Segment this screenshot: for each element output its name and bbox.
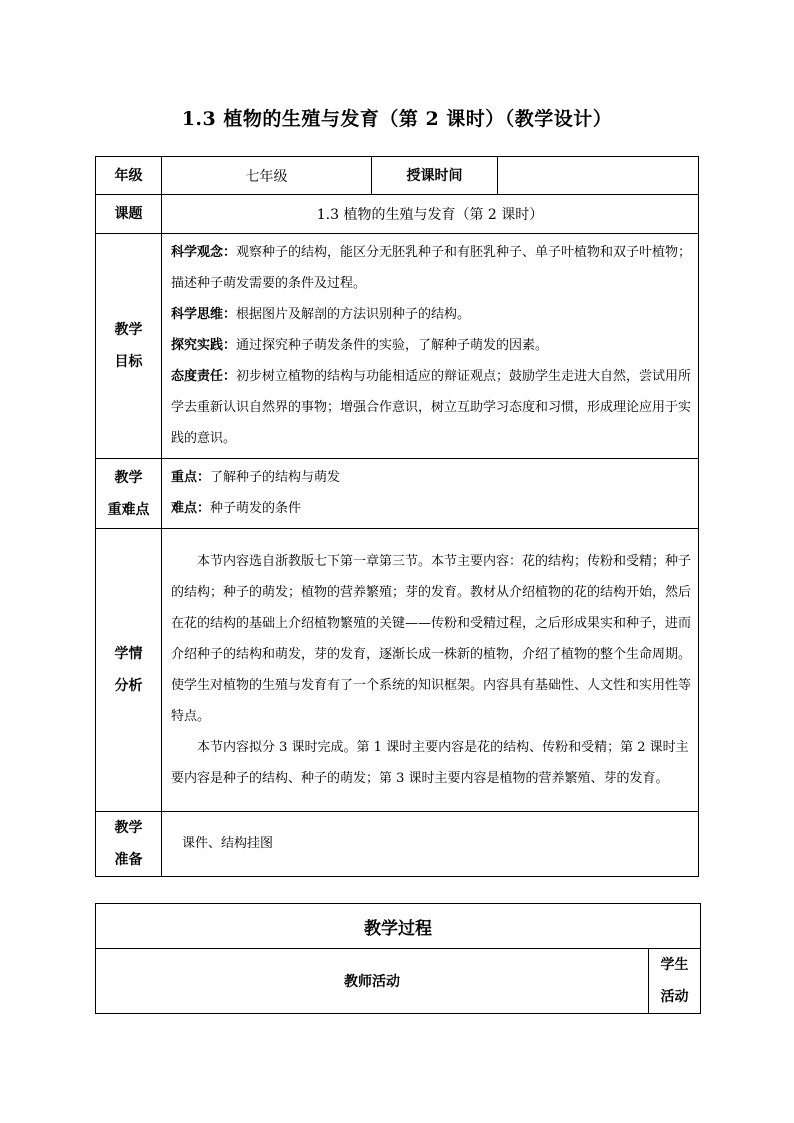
analysis-label-line2: 分析 — [114, 678, 143, 694]
objective-text: 初步树立植物的结构与功能相适应的辩证观点；鼓励学生走进大自然，尝试用所学去重新认识自然界的事物；增强合作意识，树立互助学习态度和习惯，形成理论应用于实践的意识。 — [171, 369, 692, 446]
teacher-activity-header: 教师活动 — [96, 949, 649, 1014]
teaching-time-label: 授课时间 — [372, 157, 498, 195]
objectives-label — [96, 234, 162, 459]
process-columns-row — [96, 949, 701, 1014]
analysis-row — [96, 529, 699, 812]
objectives-content — [162, 234, 699, 459]
preparation-value: 课件、结构挂图 — [162, 812, 699, 877]
objectives-label-line1: 教学 — [114, 322, 143, 338]
teaching-process-heading: 教学过程 — [96, 904, 701, 949]
objective-item — [171, 299, 692, 330]
key-difficulty-label — [96, 459, 162, 529]
student-activity-header — [649, 949, 701, 1014]
key-point — [171, 462, 692, 493]
lesson-info-table — [95, 156, 699, 877]
objective-text: 观察种子的结构，能区分无胚乳种子和有胚乳种子、单子叶植物和双子叶植物；描述种子萌发需要的条件及过程。 — [171, 245, 692, 291]
key-difficulty-label-line2: 重难点 — [107, 501, 150, 518]
topic-row — [96, 195, 699, 234]
objectives-row — [96, 234, 699, 459]
objective-text: 根据图片及解剖的方法识别种子的结构。 — [236, 307, 471, 322]
student-activity-line1: 学生 — [660, 957, 689, 973]
analysis-paragraph-2: 本节内容拟分 3 课时完成。第 1 课时主要内容是花的结构、传粉和受精；第 2 课时主要内容是种子的结构、种子的萌发；第 3 课时主要内容是植物的营养繁殖、芽的发育。 — [171, 739, 689, 786]
analysis-paragraph-1: 本节内容选自浙教版七下第一章第三节。本节主要内容：花的结构；传粉和受精；种子的结构；种子的萌发；植物的营养繁殖；芽的发育。教材从介绍植物的花的结构开始，然后在花的结构的基础上介绍植物繁殖的关键——传粉和受精过程，之后形成果实和种子，进而介绍种子的结构和萌发，芽的发育，逐渐长成一株新的植物，介绍了植物的整个生命周期。使学生对植物的生殖与发育有了一个系统的知识框架。内容具有基础性、人文性和实用性等特点。 — [171, 553, 692, 724]
objective-key: 科学观念： — [171, 245, 237, 260]
objective-key: 科学思维： — [171, 307, 237, 322]
topic-value: 1.3 植物的生殖与发育（第 2 课时） — [162, 195, 699, 234]
process-heading-row — [96, 904, 701, 949]
grade-row — [96, 157, 699, 195]
teaching-process-table — [95, 903, 701, 1014]
key-difficulty-row — [96, 459, 699, 529]
teaching-time-value — [498, 157, 699, 195]
preparation-row — [96, 812, 699, 877]
grade-value: 七年级 — [162, 157, 372, 195]
preparation-label — [96, 812, 162, 877]
key-point-label: 重点： — [171, 470, 211, 485]
preparation-label-line2: 准备 — [114, 852, 143, 868]
key-difficulty-label-line1: 教学 — [114, 469, 143, 486]
grade-label: 年级 — [96, 157, 162, 195]
difficulty-point — [171, 493, 692, 524]
student-activity-line2: 活动 — [660, 989, 689, 1005]
analysis-label — [96, 529, 162, 812]
objectives-label-line2: 目标 — [114, 354, 143, 370]
objective-text: 通过探究种子萌发条件的实验，了解种子萌发的因素。 — [236, 338, 549, 353]
difficulty-text: 种子萌发的条件 — [210, 501, 302, 516]
objective-item — [171, 330, 692, 361]
key-difficulty-content — [162, 459, 699, 529]
document-title: 1.3 植物的生殖与发育（第 2 课时）（教学设计） — [181, 108, 613, 130]
objective-key: 探究实践： — [171, 338, 237, 353]
key-point-text: 了解种子的结构与萌发 — [210, 470, 341, 485]
objective-key: 态度责任： — [171, 369, 237, 384]
difficulty-label: 难点： — [171, 501, 211, 516]
analysis-content — [162, 529, 699, 812]
objective-item — [171, 237, 692, 299]
objective-item — [171, 361, 692, 454]
preparation-label-line1: 教学 — [114, 820, 143, 836]
analysis-label-line1: 学情 — [114, 646, 143, 662]
topic-label: 课题 — [96, 195, 162, 234]
